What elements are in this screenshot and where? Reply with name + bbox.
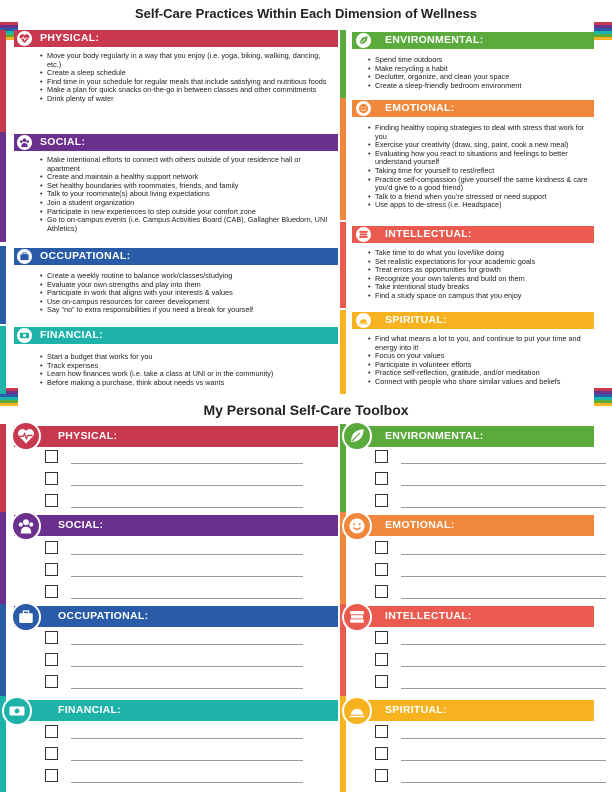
toolbox-spiritual-label: SPIRITUAL: [385,704,447,716]
social-practice-item: • Talk to your roommate(s) about living expectations [39,190,335,199]
occupational-write-line[interactable] [71,688,303,689]
occupational-toolbox-row [45,631,335,645]
toolbox-emotional-header [350,515,594,536]
financial-write-line[interactable] [71,782,303,783]
social-practice-item: • Make intentional efforts to connect with others outside of your residence hall or apartment [39,156,335,173]
toolbox-spiritual-header [350,700,594,721]
intellectual-checkbox[interactable] [375,631,388,644]
social-checkbox[interactable] [45,541,58,554]
financial-checkbox[interactable] [45,725,58,738]
spiritual-checkbox[interactable] [375,747,388,760]
emotional-practice-item: • Practice self-compassion (give yourself the same kindness & care you’d give to a good friend) [367,176,595,193]
people-icon [17,135,32,150]
social-toolbox-row [45,563,335,577]
intellectual-checkbox[interactable] [375,653,388,666]
environmental-practice-item: • Spend time outdoors [367,56,595,65]
physical-practice-item: • Make a plan for quick snacks on-the-go in between classes and other commitments [39,86,335,95]
physical-checkbox[interactable] [45,472,58,485]
people-icon [11,511,41,541]
heart-pulse-icon [17,31,32,46]
physical-practice-item: • Find time in your schedule for regular meals that include satisfying and nutritious foods [39,78,335,87]
money-icon [17,328,32,343]
intellectual-practice-item: • Find a study space on campus that you enjoy [367,292,595,301]
financial-label: FINANCIAL: [40,329,104,341]
financial-toolbox-row [45,747,335,761]
social-practice-item: • Participate in new experiences to step outside your comfort zone [39,208,335,217]
spiritual-toolbox-row [375,725,612,739]
toolbox-intellectual-header [350,606,594,627]
intellectual-checkbox[interactable] [375,675,388,688]
financial-practice-item: • Track expenses [39,362,335,371]
spiritual-practice-item: • Find what means a lot to you, and continue to put your time and energy into it! [367,335,595,352]
environmental-toolbox-row [375,494,612,508]
emotional-write-line[interactable] [401,598,606,599]
emotional-toolbox-row [375,563,612,577]
toolbox-social-label: SOCIAL: [58,519,104,531]
financial-practice-item: • Start a budget that works for you [39,353,335,362]
financial-edge [0,326,6,394]
environmental-practices-list [367,56,595,90]
environmental-label: ENVIRONMENTAL: [385,34,484,46]
physical-header [14,30,338,47]
emotional-practice-item: • Exercise your creativity (draw, sing, paint, cook a new meal) [367,141,595,150]
social-write-line[interactable] [71,554,303,555]
spiritual-toolbox-row [375,769,612,783]
environmental-edge [340,30,346,98]
intellectual-practice-item: • Recognize your own talents and build on them [367,275,595,284]
occupational-checkbox[interactable] [45,653,58,666]
physical-edge [0,30,6,132]
emotional-practice-item: • Evaluating how you react to situations and feelings to better understand yourself [367,150,595,167]
rainbow-stripe-top-right [594,22,612,40]
physical-practice-item: • Move your body regularly in a way that you enjoy (i.e. yoga, biking, walking, dancing, etc.) [39,52,335,69]
briefcase-icon [11,602,41,632]
intellectual-write-line[interactable] [401,644,606,645]
financial-write-line[interactable] [71,738,303,739]
emotional-practice-item: • Use apps to de-stress (i.e. Headspace) [367,201,595,210]
books-icon [356,227,371,242]
intellectual-header [352,226,594,243]
social-write-line[interactable] [71,598,303,599]
intellectual-toolbox-row [375,653,612,667]
spiritual-header [352,312,594,329]
toolbox-physical-label: PHYSICAL: [58,430,118,442]
leaf-icon [342,421,372,451]
occupational-toolbox-row [45,675,335,689]
spiritual-practice-item: • Participate in volunteer efforts [367,361,595,370]
physical-practices-list [39,52,335,104]
spiritual-edge [340,310,346,394]
intellectual-write-line[interactable] [401,688,606,689]
occupational-toolbox-row [45,653,335,667]
environmental-toolbox-row [375,472,612,486]
spiritual-practice-item: • Practice self-reflection, gratitude, and/or meditation [367,369,595,378]
toolbox-occupational-header [14,606,338,627]
spiritual-write-line[interactable] [401,738,606,739]
toolbox-social-header [14,515,338,536]
intellectual-write-line[interactable] [401,666,606,667]
intellectual-label: INTELLECTUAL: [385,228,472,240]
emotional-checkbox[interactable] [375,585,388,598]
social-practices-list [39,156,335,233]
environmental-write-line[interactable] [401,463,606,464]
leaf-icon [356,33,371,48]
occupational-practice-item: • Say “no” to extra responsibilities if you need a break for yourself [39,306,335,315]
intellectual-practice-item: • Take time to do what you love/like doing [367,249,595,258]
environmental-toolbox-row [375,450,612,464]
spiritual-practices-list [367,335,595,387]
emotional-checkbox[interactable] [375,541,388,554]
emotional-header [352,100,594,117]
toolbox-physical-header [14,426,338,447]
occupational-practice-item: • Participate in work that aligns with your interests & values [39,289,335,298]
toolbox-occupational-edge [0,604,6,696]
toolbox-intellectual-label: INTELLECTUAL: [385,610,472,622]
emotional-toolbox-row [375,585,612,599]
social-toolbox-row [45,585,335,599]
environmental-checkbox[interactable] [375,494,388,507]
toolbox-financial-label: FINANCIAL: [58,704,122,716]
financial-practices-list [39,353,335,387]
occupational-checkbox[interactable] [45,675,58,688]
intellectual-toolbox-row [375,631,612,645]
physical-toolbox-row [45,472,335,486]
physical-practice-item: • Create a sleep schedule [39,69,335,78]
physical-checkbox[interactable] [45,450,58,463]
environmental-checkbox[interactable] [375,472,388,485]
emotional-toolbox-row [375,541,612,555]
toolbox-financial-header [14,700,338,721]
spiritual-practice-item: • Connect with people who share similar values and beliefs [367,378,595,387]
social-practice-item: • Set healthy boundaries with roommates, friends, and family [39,182,335,191]
briefcase-icon [17,249,32,264]
practices-title: Self-Care Practices Within Each Dimension of Wellness [134,6,478,21]
intellectual-toolbox-row [375,675,612,689]
occupational-practice-item: • Evaluate your own strengths and play into them [39,281,335,290]
occupational-practices-list [39,272,335,315]
physical-write-line[interactable] [71,507,303,508]
toolbox-environmental-label: ENVIRONMENTAL: [385,430,484,442]
occupational-checkbox[interactable] [45,631,58,644]
intellectual-practice-item: • Take intentional study breaks [367,283,595,292]
toolbox-emotional-label: EMOTIONAL: [385,519,455,531]
emotional-edge [340,98,346,220]
financial-toolbox-row [45,725,335,739]
financial-header [14,327,338,344]
sunrise-icon [356,313,371,328]
environmental-practice-item: • Create a sleep-friendly bedroom environment [367,82,595,91]
occupational-label: OCCUPATIONAL: [40,250,131,262]
intellectual-practice-item: • Treat errors as opportunities for growth [367,266,595,275]
environmental-checkbox[interactable] [375,450,388,463]
environmental-practice-item: • Declutter, organize, and clean your space [367,73,595,82]
intellectual-practice-item: • Set realistic expectations for your academic goals [367,258,595,267]
spiritual-practice-item: • Focus on your values [367,352,595,361]
emotional-practice-item: • Talk to a friend when you’re stressed or need support [367,193,595,202]
spiritual-write-line[interactable] [401,782,606,783]
environmental-header [352,32,594,49]
occupational-write-line[interactable] [71,644,303,645]
occupational-header [14,248,338,265]
toolbox-social-edge [0,512,6,604]
intellectual-practices-list [367,249,595,301]
social-label: SOCIAL: [40,136,86,148]
smiley-face-icon [342,511,372,541]
toolbox-occupational-label: OCCUPATIONAL: [58,610,149,622]
occupational-practice-item: • Create a weekly routine to balance work/classes/studying [39,272,335,281]
social-checkbox[interactable] [45,563,58,576]
emotional-write-line[interactable] [401,576,606,577]
spiritual-write-line[interactable] [401,760,606,761]
emotional-practices-list [367,124,595,210]
emotional-write-line[interactable] [401,554,606,555]
toolbox-physical-edge [0,424,6,512]
financial-write-line[interactable] [71,760,303,761]
spiritual-toolbox-row [375,747,612,761]
heart-pulse-icon [11,421,41,451]
physical-toolbox-row [45,450,335,464]
occupational-practice-item: • Use on-campus resources for career development [39,298,335,307]
environmental-practice-item: • Make recycling a habit [367,65,595,74]
books-icon [342,602,372,632]
physical-practice-item: • Drink plenty of water [39,95,335,104]
occupational-write-line[interactable] [71,666,303,667]
financial-toolbox-row [45,769,335,783]
social-header [14,134,338,151]
spiritual-checkbox[interactable] [375,725,388,738]
occupational-edge [0,246,6,324]
physical-checkbox[interactable] [45,494,58,507]
toolbox-title: My Personal Self-Care Toolbox [203,402,409,418]
social-checkbox[interactable] [45,585,58,598]
sunrise-icon [342,696,372,726]
financial-checkbox[interactable] [45,747,58,760]
social-practice-item: • Go to on-campus events (i.e. Campus Activities Board (CAB), Gallagher Bluedorn, UNI Athletics) [39,216,335,233]
financial-checkbox[interactable] [45,769,58,782]
environmental-write-line[interactable] [401,485,606,486]
environmental-write-line[interactable] [401,507,606,508]
physical-toolbox-row [45,494,335,508]
social-edge [0,132,6,242]
social-practice-item: • Create and maintain a healthy support network [39,173,335,182]
social-write-line[interactable] [71,576,303,577]
emotional-practice-item: • Finding healthy coping strategies to deal with stress that work for you [367,124,595,141]
spiritual-checkbox[interactable] [375,769,388,782]
emotional-label: EMOTIONAL: [385,102,455,114]
physical-write-line[interactable] [71,463,303,464]
social-practice-item: • Join a student organization [39,199,335,208]
financial-practice-item: • Learn how finances work (i.e. take a class at UNI or in the community) [39,370,335,379]
money-icon [2,696,32,726]
physical-label: PHYSICAL: [40,32,100,44]
toolbox-environmental-header [350,426,594,447]
intellectual-edge [340,222,346,308]
social-toolbox-row [45,541,335,555]
financial-practice-item: • Before making a purchase, think about needs vs wants [39,379,335,388]
spiritual-label: SPIRITUAL: [385,314,447,326]
emotional-checkbox[interactable] [375,563,388,576]
smiley-face-icon [356,101,371,116]
physical-write-line[interactable] [71,485,303,486]
emotional-practice-item: • Taking time for yourself to rest/reflect [367,167,595,176]
